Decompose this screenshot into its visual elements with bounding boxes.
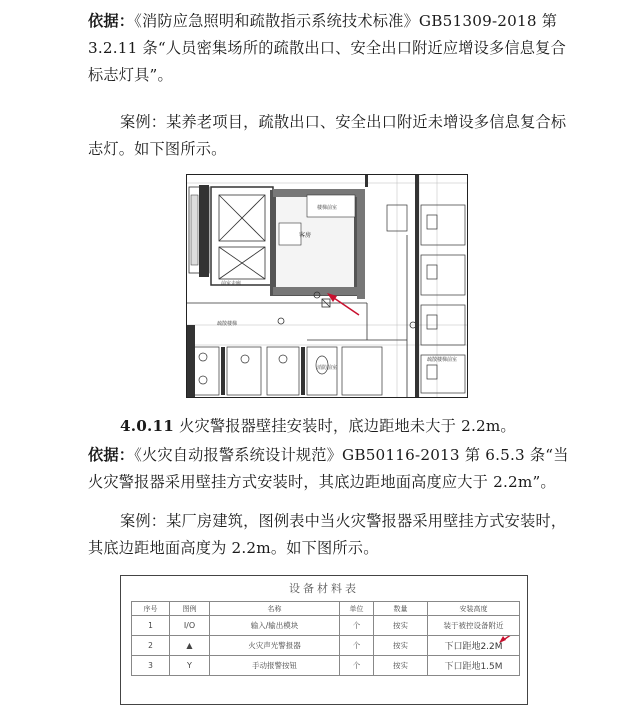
case-paragraph-2: 案例：某厂房建筑，图例表中当火灾警报器采用壁挂方式安装时，其底边距地面高度为 2.2m。如下图所示。	[88, 512, 567, 557]
equipment-table	[131, 601, 520, 676]
row-unit: 个	[340, 636, 374, 656]
header-no: 序号	[132, 602, 170, 616]
plan-label-main: 客房	[299, 232, 312, 239]
clause-text: 火灾警报器壁挂安装时，底边距地未大于 2.2m。	[179, 417, 516, 435]
floor-plan-figure	[186, 174, 468, 398]
basis-text: 《消防应急照明和疏散指示系统技术标准》GB51309-2018 第3.2.11 条“人员密集场所的疏散出口、安全出口附近应增设多信息复合标志灯具”。	[88, 12, 566, 84]
header-unit: 单位	[340, 602, 374, 616]
plan-label-small: 消防前室	[317, 365, 338, 371]
row-name: 手动报警按钮	[210, 656, 340, 676]
table-header-row	[132, 602, 520, 616]
row-unit: 个	[340, 616, 374, 636]
io-module-icon: I/O	[170, 616, 210, 636]
plan-label-stair: 疏散楼梯	[217, 321, 238, 327]
header-icon: 图例	[170, 602, 210, 616]
clause-number: 4.0.11	[120, 417, 175, 435]
row-height: 下口距地1.5M	[428, 656, 520, 676]
plan-label-corner: 楼梯前室	[317, 205, 338, 211]
stair-sign-vertical	[191, 195, 198, 265]
clause-paragraph	[120, 413, 580, 440]
floor-plan-drawing	[187, 175, 467, 397]
basis-paragraph-2	[88, 442, 580, 496]
row-qty: 按实	[374, 656, 428, 676]
equipment-table-figure	[120, 575, 528, 705]
basis-label: 依据：	[88, 12, 135, 30]
row-qty: 按实	[374, 636, 428, 656]
row-no: 2	[132, 636, 170, 656]
row-name: 输入/输出模块	[210, 616, 340, 636]
row-height-cell	[428, 636, 520, 656]
row-no: 3	[132, 656, 170, 676]
basis-text-2: 《火灾自动报警系统设计规范》GB50116-2013 第 6.5.3 条“当火灾警报器采用壁挂方式安装时，其底边距地面高度应大于 2.2m”。	[88, 446, 569, 491]
header-qty: 数量	[374, 602, 428, 616]
plan-label-side: 前室走廊	[221, 281, 242, 287]
row-name: 火灾声光警报器	[210, 636, 340, 656]
basis-paragraph-1	[88, 8, 580, 89]
row-unit: 个	[340, 656, 374, 676]
equipment-table-title: 设备材料表	[289, 582, 359, 595]
row-height: 下口距地2.2M	[444, 642, 503, 652]
manual-alarm-button-icon: Y	[170, 656, 210, 676]
case-paragraph-1: 案例：某养老项目，疏散出口、安全出口附近未增设多信息复合标志灯。如下图所示。	[88, 113, 567, 158]
plan-label-vertical: 疏散楼梯前室	[427, 357, 458, 363]
header-name: 名称	[210, 602, 340, 616]
row-qty: 按实	[374, 616, 428, 636]
table-row	[132, 636, 520, 656]
row-no: 1	[132, 616, 170, 636]
red-arrow-icon	[327, 293, 359, 315]
red-arrow-icon	[497, 636, 517, 645]
table-row	[132, 656, 520, 676]
row-height: 装于被控设备附近	[428, 616, 520, 636]
alarm-icon: ▲	[170, 636, 210, 656]
header-height: 安装高度	[428, 602, 520, 616]
basis-label-2: 依据：	[88, 446, 135, 464]
table-row	[132, 616, 520, 636]
